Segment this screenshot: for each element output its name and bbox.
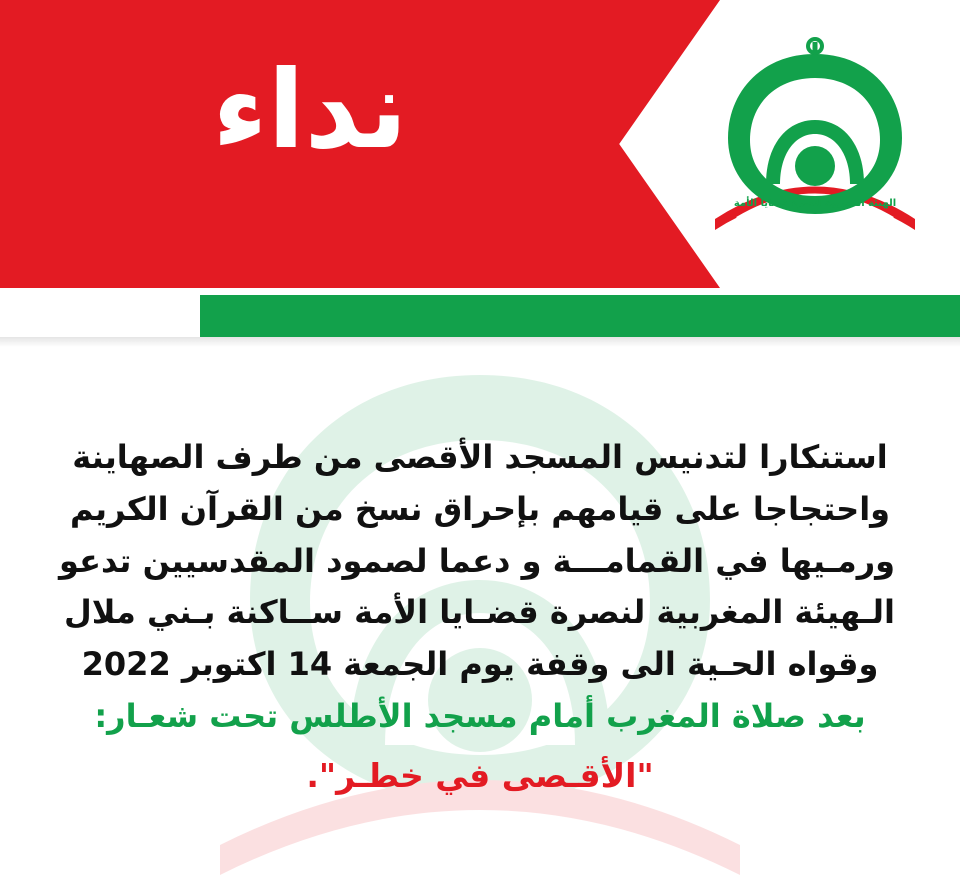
stripe-shadow <box>0 337 960 347</box>
announcement-text <box>59 432 895 802</box>
announcement-slogan: "الأقـصى في خطـر". <box>306 755 654 795</box>
stripe-white-notch <box>0 288 200 344</box>
announcement-line: استنكارا لتدنيس المسجد الأقصى من طرف الصهاينة <box>72 438 888 476</box>
announcement-line-green: بعد صلاة المغرب أمام مسجد الأطلس تحت شعـار: <box>94 697 866 736</box>
announcement-line: واحتجاجا على قيامهم بإحراق نسخ من القرآن الكريم <box>69 489 891 528</box>
announcement-line: ورمـيها في القمامـــة و دعما لصمود المقدسيين تدعو <box>59 541 895 580</box>
green-stripe <box>185 295 960 337</box>
poster-title: نداء <box>212 48 408 173</box>
announcement-line: وقواه الحـية الى وقفة يوم الجمعة 14 اكتوبر 2022 <box>81 645 879 684</box>
announcement-line: الـهيئة المغربية لنصرة قضـايا الأمة ســاكنة بـني ملال <box>63 593 895 632</box>
poster-body <box>0 350 960 892</box>
logo-caption: الهيئة المغربية لنصرة قضايا الأمة <box>733 198 897 209</box>
